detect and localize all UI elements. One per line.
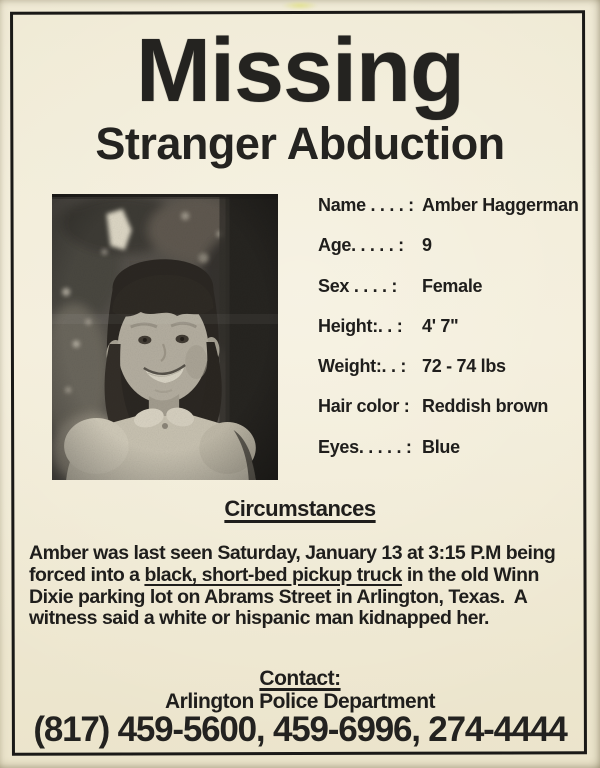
- detail-label: Eyes. . . . . :: [318, 436, 412, 457]
- scan-smudge: [282, 1, 318, 10]
- details-list: [318, 195, 584, 477]
- detail-row-eyes: [318, 437, 584, 457]
- line2-post: in the old Winn: [401, 563, 539, 586]
- detail-row-weight: [318, 356, 584, 376]
- poster-title: Missing: [135, 21, 465, 121]
- detail-value: Amber Haggerman: [422, 195, 579, 215]
- line2-underlined-phrase: black, short-bed pickup truck: [144, 563, 402, 586]
- detail-row-sex: [318, 276, 584, 296]
- photo-image: [52, 194, 278, 480]
- detail-label: Age. . . . . :: [318, 235, 404, 256]
- detail-value: 72 - 74 lbs: [422, 356, 506, 377]
- circumstances-line-4: witness said a white or hispanic man kidnapped her.: [29, 607, 489, 630]
- detail-value: 4' 7": [422, 315, 459, 336]
- missing-person-photo: [52, 194, 278, 480]
- contact-organization: Arlington Police Department: [164, 690, 436, 713]
- detail-value: Blue: [422, 436, 460, 457]
- detail-label: Weight:. . :: [318, 356, 407, 377]
- detail-label: Sex . . . . :: [318, 275, 398, 296]
- circumstances-heading: Circumstances: [224, 496, 376, 521]
- circumstances-paragraph: [29, 543, 589, 630]
- detail-row-height: [318, 316, 584, 336]
- contact-phone-numbers: (817) 459-5600, 459-6996, 274-4444: [33, 710, 567, 749]
- detail-label: Name . . . . :: [318, 195, 414, 215]
- circumstances-line-1: Amber was last seen Saturday, January 13 at 3:15 P.M being: [29, 542, 556, 564]
- detail-row-hair-color: [318, 396, 584, 416]
- detail-row-age: [318, 235, 584, 255]
- detail-row-name: [318, 195, 584, 215]
- detail-label: Hair color :: [318, 396, 410, 417]
- contact-heading: Contact:: [259, 667, 341, 690]
- detail-value: Reddish brown: [422, 396, 549, 417]
- line2-pre: forced into a: [29, 563, 145, 586]
- detail-label: Height:. . :: [318, 315, 403, 336]
- circumstances-line-2: [29, 565, 589, 587]
- detail-value: 9: [422, 235, 432, 256]
- detail-value: Female: [422, 275, 483, 296]
- poster-subtitle: Stranger Abduction: [95, 118, 505, 169]
- circumstances-line-3: Dixie parking lot on Abrams Street in Arlington, Texas. A: [29, 585, 528, 608]
